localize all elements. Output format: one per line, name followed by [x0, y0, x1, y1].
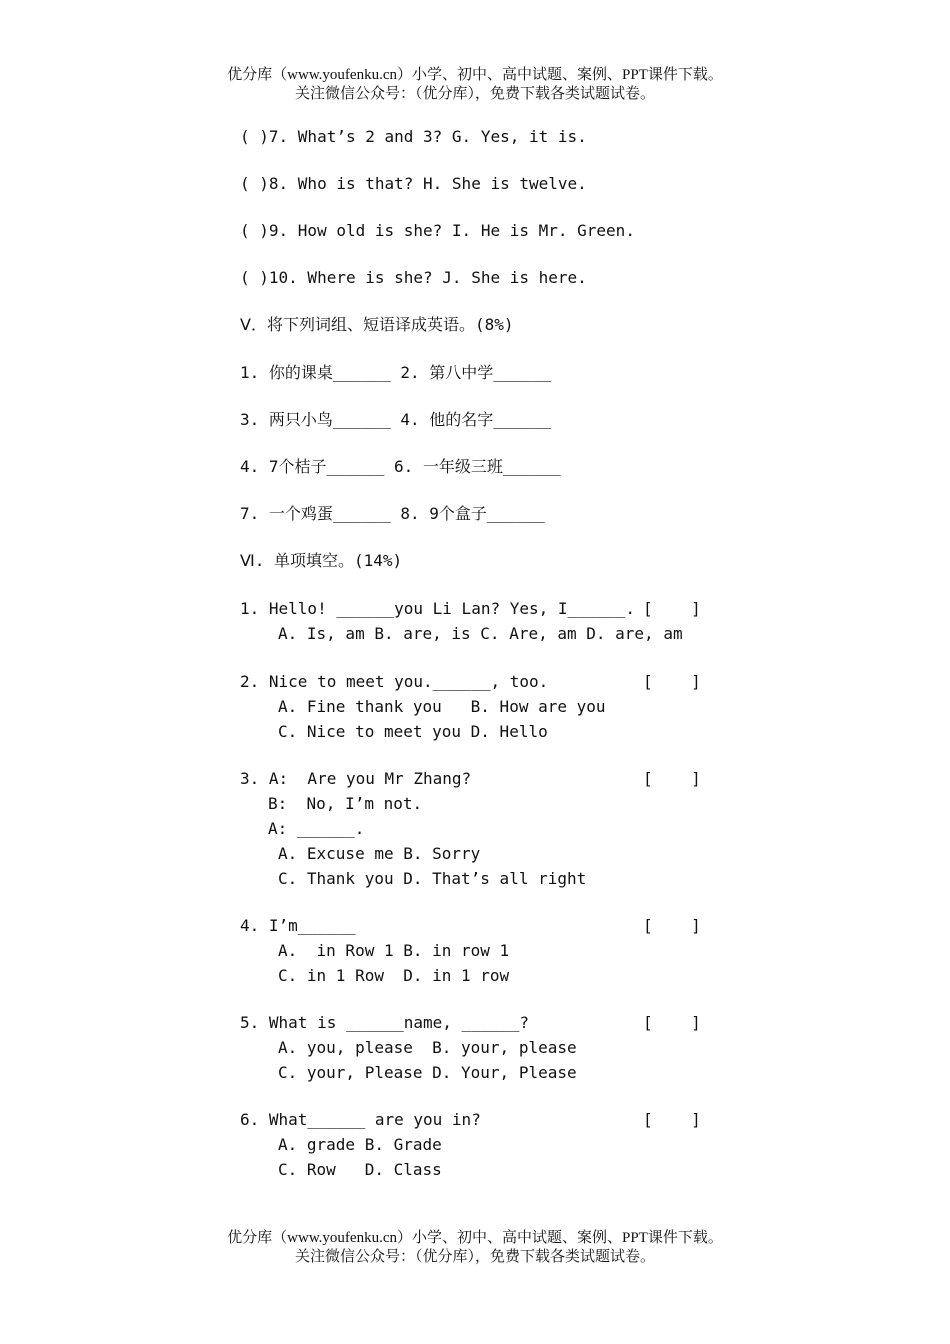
footer-line-2: 关注微信公众号：（优分库），免费下载各类试题试卷。	[294, 1249, 655, 1265]
question-3-dialog-a: A: ______.	[268, 819, 365, 838]
question-5-stem: 5. What is ______name, ______?	[240, 1013, 529, 1032]
question-4-stem: 4. I’m______	[240, 916, 356, 935]
question-3-options-2: C. Thank you D. That’s all right	[278, 869, 587, 888]
answer-bracket: [ ]	[643, 1013, 701, 1032]
translation-row-2: 3. 两只小鸟______ 4. 他的名字______	[240, 410, 552, 429]
question-6-options-2: C. Row D. Class	[278, 1160, 442, 1179]
answer-bracket: [ ]	[643, 599, 701, 618]
question-2-options-1: A. Fine thank you B. How are you	[278, 697, 606, 716]
question-4-options-1: A. in Row 1 B. in row 1	[278, 941, 510, 960]
header-line-2: 关注微信公众号：（优分库），免费下载各类试题试卷。	[294, 86, 655, 102]
question-3-stem: 3. A: Are you Mr Zhang?	[240, 769, 472, 788]
footer-line-1: 优分库（www.youfenku.cn）小学、初中、高中试题、案例、PPT课件下载。	[227, 1230, 723, 1246]
translation-row-4: 7. 一个鸡蛋______ 8. 9个盒子______	[240, 504, 545, 523]
question-5-options-2: C. your, Please D. Your, Please	[278, 1063, 577, 1082]
matching-item-7: ( )7. What’s 2 and 3? G. Yes, it is.	[240, 127, 587, 146]
section-6-title: Ⅵ. 单项填空。(14%)	[240, 551, 403, 570]
question-3-dialog-b: B: No, I’m not.	[268, 794, 423, 813]
question-2-options-2: C. Nice to meet you D. Hello	[278, 722, 548, 741]
matching-item-10: ( )10. Where is she? J. She is here.	[240, 268, 587, 287]
question-2-stem: 2. Nice to meet you.______, too.	[240, 672, 549, 691]
question-1-stem: 1. Hello! ______you Li Lan? Yes, I______.	[240, 599, 635, 618]
question-1-options: A. Is, am B. are, is C. Are, am D. are, am	[278, 624, 683, 643]
translation-row-3: 4. 7个桔子______ 6. 一年级三班______	[240, 457, 561, 476]
question-4-options-2: C. in 1 Row D. in 1 row	[278, 966, 510, 985]
answer-bracket: [ ]	[643, 1110, 701, 1129]
question-6-stem: 6. What______ are you in?	[240, 1110, 481, 1129]
answer-bracket: [ ]	[643, 916, 701, 935]
section-5-title: Ⅴ．将下列词组、短语译成英语。(8%)	[240, 315, 514, 334]
question-5-options-1: A. you, please B. your, please	[278, 1038, 577, 1057]
question-3-options-1: A. Excuse me B. Sorry	[278, 844, 481, 863]
translation-row-1: 1. 你的课桌______ 2. 第八中学______	[240, 363, 552, 382]
answer-bracket: [ ]	[643, 769, 701, 788]
question-6-options-1: A. grade B. Grade	[278, 1135, 442, 1154]
matching-item-9: ( )9. How old is she? I. He is Mr. Green.	[240, 221, 635, 240]
matching-item-8: ( )8. Who is that? H. She is twelve.	[240, 174, 587, 193]
answer-bracket: [ ]	[643, 672, 701, 691]
header-line-1: 优分库（www.youfenku.cn）小学、初中、高中试题、案例、PPT课件下载。	[227, 67, 723, 83]
